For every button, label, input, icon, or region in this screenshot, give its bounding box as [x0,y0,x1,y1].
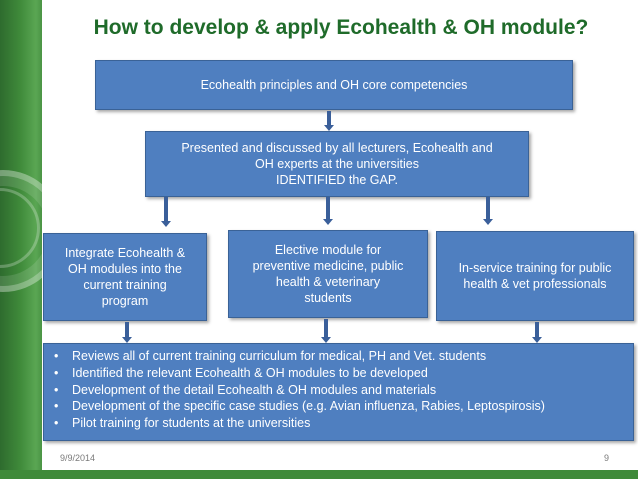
integrate-box [43,233,207,321]
decorative-left-strip [0,0,42,479]
elective-line-3: health & veterinary [275,275,381,289]
footer-date: 9/9/2014 [60,453,96,463]
presented-box [145,131,529,197]
integrate-line-2: OH modules into the [68,262,182,276]
down-arrow-icon [483,197,493,225]
activity-item: • Pilot training for students at the universities [54,415,625,432]
presented-line-1: Presented and discussed by all lecturers, Ecohealth and [181,141,493,155]
elective-box [228,230,428,318]
activities-box [43,343,634,441]
inservice-line-1: In-service training for public [458,261,612,275]
slide-title: How to develop & apply Ecohealth & OH module? [93,16,589,39]
integrate-line-1: Integrate Ecohealth & [64,246,186,260]
elective-line-2: preventive medicine, public [252,259,404,273]
inservice-line-2: health & vet professionals [463,277,607,291]
activity-item: • Identified the relevant Ecohealth & OH modules to be developed [54,365,625,382]
page-number: 9 [604,453,610,463]
down-arrow-icon [323,197,333,225]
down-arrow-icon [532,322,542,343]
integrate-line-3: current training [83,278,167,292]
down-arrow-icon [161,197,171,227]
decorative-bottom-bar [0,470,638,479]
integrate-line-4: program [101,294,149,308]
down-arrow-icon [122,322,132,343]
activity-item: • Development of the specific case studies (e.g. Avian influenza, Rabies, Leptospirosis) [54,398,625,415]
down-arrow-icon [321,319,331,343]
activities-list [54,348,625,432]
activity-item: • Reviews all of current training curriculum for medical, PH and Vet. students [54,348,625,365]
down-arrow-icon [324,111,334,131]
elective-line-4: students [304,291,352,305]
principles-box [95,60,573,110]
principles-text: Ecohealth principles and OH core competencies [200,78,468,92]
inservice-box [436,231,634,321]
presented-line-3: IDENTIFIED the GAP. [275,173,399,187]
activity-item: • Development of the detail Ecohealth & OH modules and materials [54,382,625,399]
elective-line-1: Elective module for [274,243,382,257]
presented-line-2: OH experts at the universities [255,157,419,171]
